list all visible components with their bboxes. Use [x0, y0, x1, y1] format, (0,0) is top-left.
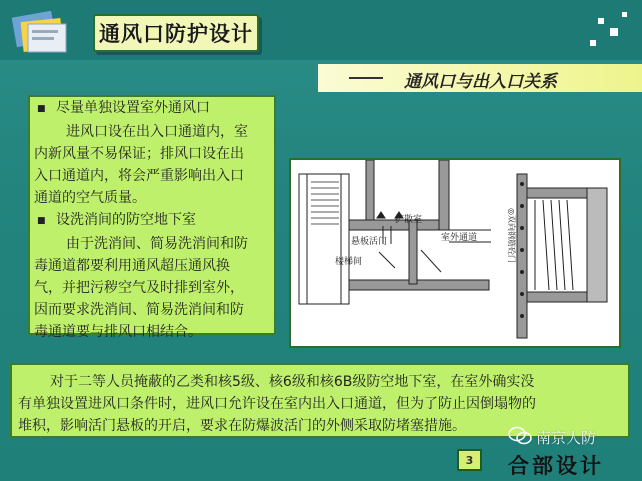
bullet-heading-1: 尽量单独设置室外通风口	[56, 100, 210, 116]
diagram-panel	[289, 158, 621, 348]
label-valve: 悬板活门	[351, 237, 388, 247]
wechat-icon	[508, 426, 532, 446]
decor-square	[610, 28, 618, 36]
paragraph-line: 气，并把污秽空气及时排到室外，	[34, 280, 244, 296]
decor-square	[598, 18, 604, 24]
watermark-text: 南京人防	[536, 429, 597, 447]
bottom-line: 堆积，影响活门悬板的开启，要求在防爆波活门的外侧采取防堵塞措施。	[18, 418, 466, 434]
bullet-marker: ■	[37, 104, 46, 114]
label-corridor: 室外通道	[441, 233, 478, 243]
paragraph-line: 内新风量不易保证；排风口设在出	[34, 146, 244, 162]
paragraph-line: 进风口设在出入口通道内，室	[66, 124, 248, 140]
paragraph-line: 毒通道要与排风口相结合。	[34, 324, 202, 340]
label-expansion: 扩散室	[395, 215, 423, 225]
bottom-line: 对于二等人员掩蔽的乙类和核5级、核6级和核6B级防空地下室，在室外确实没	[50, 374, 535, 390]
decor-square	[590, 40, 596, 46]
subtitle-dash	[349, 77, 383, 79]
decor-square	[622, 12, 627, 17]
title-box	[93, 14, 259, 52]
paragraph-line: 通道的空气质量。	[34, 190, 146, 206]
paragraph-line: 由于洗消间、简易洗消间和防	[66, 236, 248, 252]
paragraph-line: 入口通道内，将会严重影响出入口	[34, 168, 244, 184]
floor-plan-diagram	[291, 160, 619, 346]
slide-title: 通风口防护设计	[99, 22, 253, 46]
subtitle: 通风口与出入口关系	[404, 72, 557, 92]
bullet-heading-2: 设洗消间的防空地下室	[56, 212, 196, 228]
bullet-marker: ■	[37, 216, 46, 226]
department-label: 合部设计	[508, 454, 604, 478]
label-vertical: ◎双向钢筋砼门	[507, 208, 516, 263]
label-stairs: 楼梯间	[335, 257, 363, 267]
paragraph-line: 因而要求洗消间、简易洗消间和防	[34, 302, 244, 318]
page-number: 3	[457, 449, 482, 471]
bottom-line: 有单独设置进风口条件时，进风口允许设在室内出入口通道，但为了防止因倒塌物的	[18, 396, 536, 412]
books-icon	[8, 6, 74, 58]
paragraph-line: 毒通道都要利用通风超压通风换	[34, 258, 230, 274]
